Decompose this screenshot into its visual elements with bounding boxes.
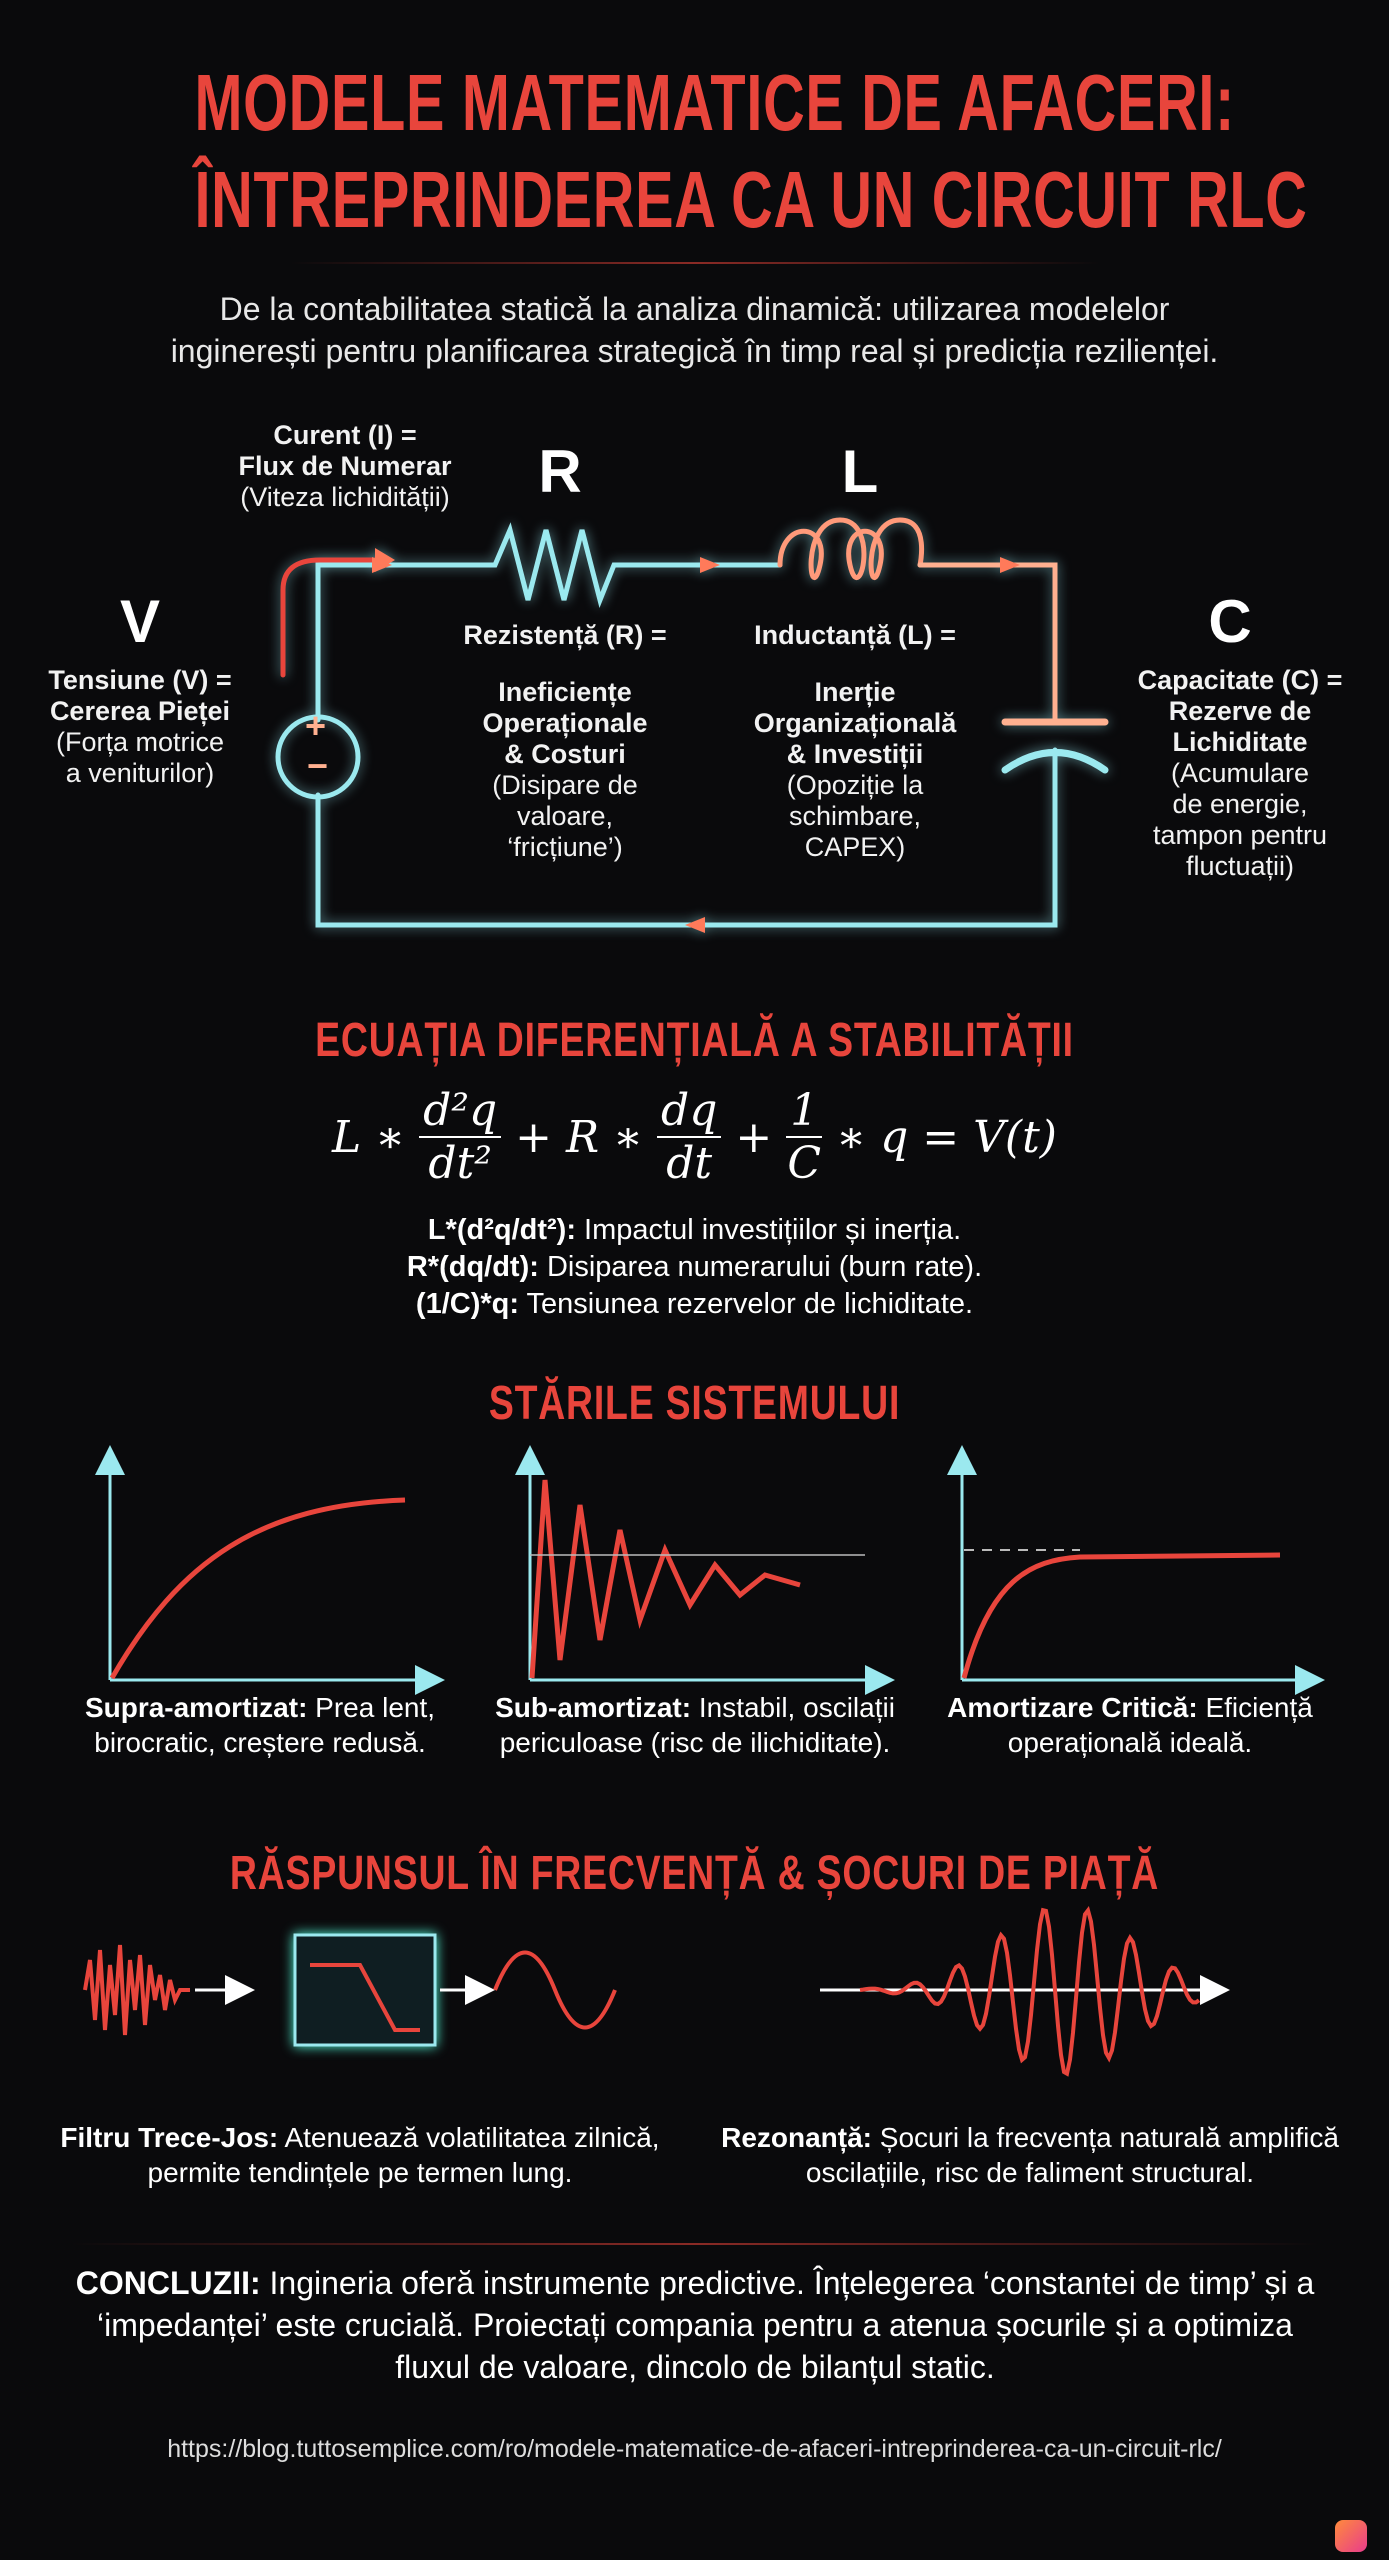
minus-sign: − (307, 745, 329, 786)
legend-term: (1/C)*q: (415, 1288, 520, 1320)
current-name: Flux de Numerar (238, 451, 452, 481)
c-desc4: fluctuații) (1185, 851, 1295, 881)
l-name1: Inerție (814, 677, 896, 707)
noisy-signal (85, 1945, 190, 2035)
eq-d2: dt (666, 1138, 713, 1189)
l-name3: & Investiții (786, 739, 924, 769)
l-desc3: CAPEX) (804, 832, 906, 862)
eq-d3: C (787, 1138, 822, 1189)
state-term: Supra-amortizat: (84, 1692, 308, 1723)
low-pass-caption (50, 2120, 670, 2190)
l-name2: Organizațională (753, 708, 957, 738)
current-title: Curent (I) = (273, 420, 417, 450)
state-text: Instabil, oscilații periculoase (risc de ilichiditate). (499, 1692, 895, 1758)
v-title: Tensiune (V) = (48, 665, 232, 695)
states-heading: STĂRILE SISTEMULUI (488, 1377, 901, 1430)
logo-icon (1335, 2520, 1367, 2552)
subtitle-line-2: inginerești pentru planificarea strategică în timp real și predicția rezilienței. (170, 333, 1219, 369)
c-desc3: tampon pentru (1152, 820, 1328, 850)
r-desc1: (Disipare de (492, 770, 638, 800)
r-name2: Operaționale (482, 708, 648, 738)
resonance-caption (710, 2120, 1350, 2190)
legend-text: Tensiunea rezervelor de lichiditate. (519, 1288, 974, 1320)
resonance-signal (860, 1910, 1199, 2074)
letter-r: R (538, 438, 582, 505)
r-name3: & Costuri (504, 739, 626, 769)
c-name2: Lichiditate (1172, 727, 1308, 757)
state-text: Prea lent, birocratic, creștere redusă. (94, 1692, 436, 1758)
plus-sign: + (305, 705, 327, 746)
r-desc2: valoare, (516, 801, 614, 831)
eq-n3: 1 (786, 1085, 822, 1138)
freq-term: Filtru Trece-Jos: (60, 2122, 279, 2153)
c-desc2: de energie, (1172, 789, 1308, 819)
letter-v: V (119, 588, 161, 655)
eq-n1: d²q (419, 1085, 501, 1138)
freq-text: Șocuri la frecvența naturală amplifică oscilațiile, risc de faliment structural. (805, 2122, 1339, 2188)
title-line-1: MODELE MATEMATICE DE AFACERI: (194, 58, 1236, 147)
smooth-signal (495, 1953, 615, 2028)
legend-text: Disiparea numerarului (burn rate). (538, 1251, 983, 1283)
r-name1: Ineficiențe (498, 677, 632, 707)
c-desc1: (Acumulare (1170, 758, 1310, 788)
frequency-heading: RĂSPUNSUL ÎN FRECVENȚĂ & ȘOCURI DE PIAȚĂ (229, 1847, 1160, 1900)
state-text: Eficiență operațională ideală. (1007, 1692, 1313, 1758)
letter-l: L (841, 438, 879, 505)
l-desc2: schimbare, (788, 801, 922, 831)
v-desc1: (Forța motrice (55, 727, 225, 757)
legend-term: L*(d²q/dt²): (427, 1214, 576, 1246)
conclusion-text: Ingineria oferă instrumente predictive. Înțelegerea ‘constantei de timp’ și a ‘impedanței’ este crucială. Proiectați compania pentru a atenua șocurile și a optimiza fluxul de valoare, dincolo de bilanțul static. (97, 2265, 1315, 2385)
r-desc3: ‘fricțiune’) (507, 832, 623, 862)
title-line-2: ÎNTREPRINDEREA CA UN CIRCUIT RLC (194, 155, 1308, 244)
freq-text: Atenuează volatilitatea zilnică, permite tendințele pe termen lung. (147, 2122, 660, 2188)
divider (70, 2243, 1320, 2245)
eq-d1: dt² (428, 1138, 492, 1189)
legend-term: R*(dq/dt): (406, 1251, 539, 1283)
freq-term: Rezonanță: (721, 2122, 872, 2153)
equation-heading: ECUAȚIA DIFERENȚIALĂ A STABILITĂȚII (315, 1014, 1074, 1067)
subtitle-line-1: De la contabilitatea statică la analiza dinamică: utilizarea modelelor (219, 291, 1170, 327)
v-name: Cererea Pieței (49, 696, 231, 726)
eq-l: L ∗ (332, 1111, 406, 1163)
c-title: Capacitate (C) = (1137, 665, 1343, 695)
legend-text: Impactul investițiilor și inerția. (575, 1214, 962, 1246)
source-url[interactable]: https://blog.tuttosemplice.com/ro/modele-matematice-de-afaceri-intreprinderea-ca-un-circuit-rlc/ (167, 2435, 1222, 2463)
r-title: Rezistență (R) = (463, 620, 667, 650)
state-term: Amortizare Critică: (947, 1692, 1198, 1723)
l-title: Inductanță (L) = (754, 620, 956, 650)
c-name1: Rezerve de (1168, 696, 1312, 726)
letter-c: C (1208, 588, 1252, 655)
eq-r: + R ∗ (515, 1111, 644, 1163)
l-desc1: (Opoziție la (786, 770, 924, 800)
eq-plus: + (735, 1111, 773, 1163)
current-desc: (Viteza lichidității) (240, 482, 450, 512)
conclusion-term: CONCLUZII: (75, 2265, 261, 2301)
v-desc2: a veniturilor) (65, 758, 215, 788)
eq-rest: ∗ q = V(t) (836, 1111, 1057, 1163)
conclusion (70, 2262, 1320, 2388)
state-term: Sub-amortizat: (495, 1692, 692, 1723)
eq-n2: dq (657, 1085, 721, 1138)
